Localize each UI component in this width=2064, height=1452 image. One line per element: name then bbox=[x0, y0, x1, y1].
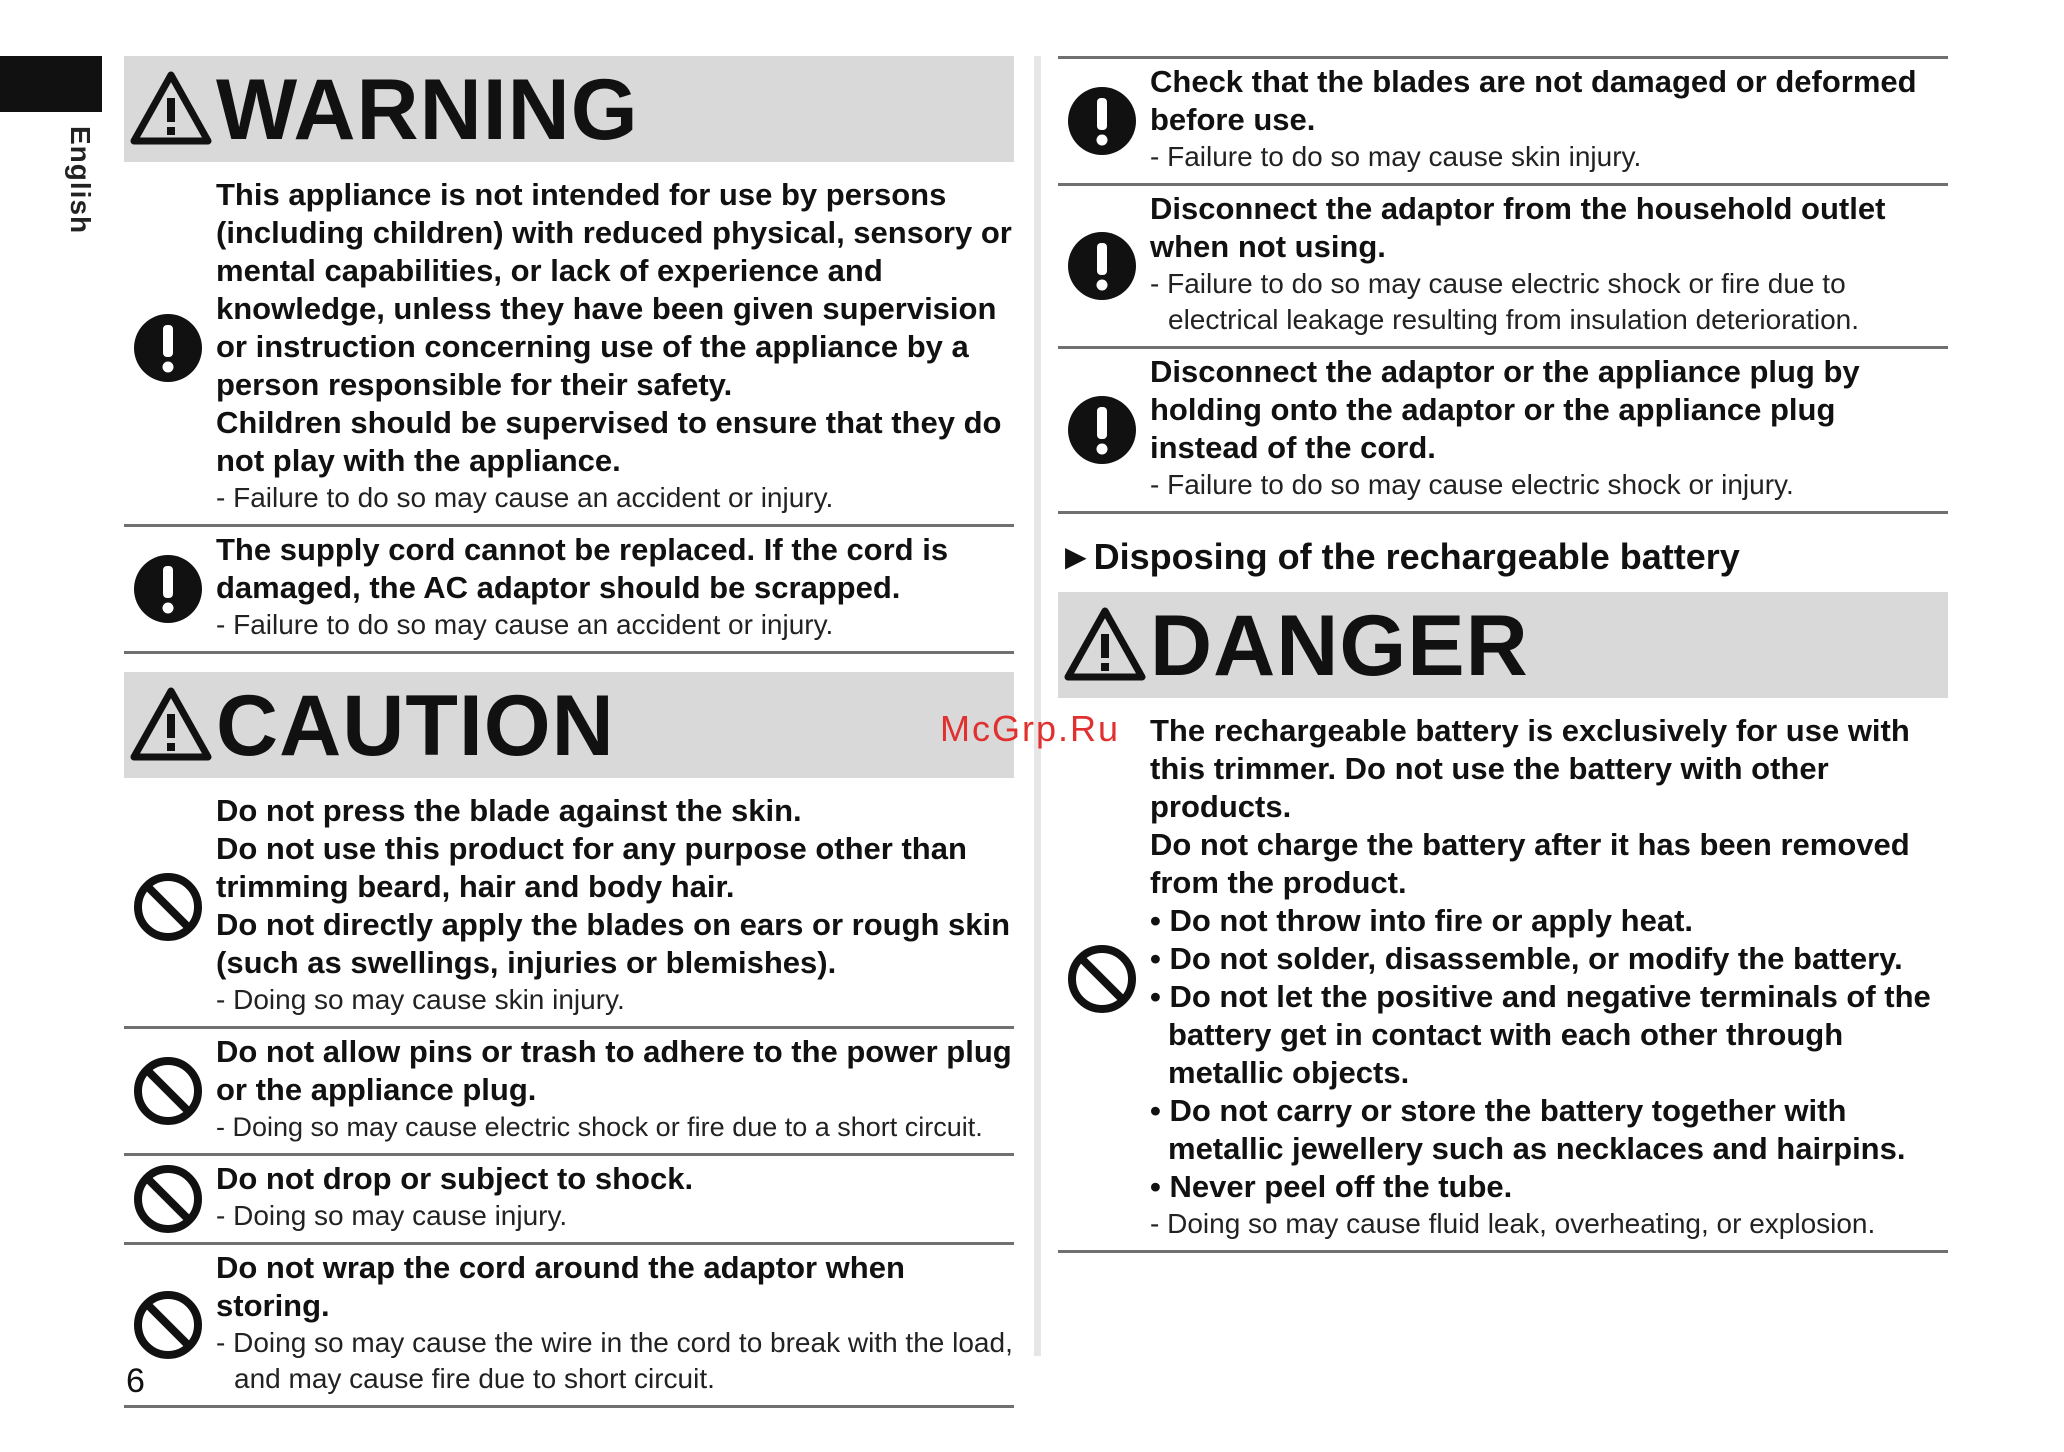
caution-item-3 bbox=[124, 1156, 1014, 1245]
left-column bbox=[124, 56, 1014, 1408]
warning-item-1-text-2: Children should be supervised to ensure that they do not play with the appliance. bbox=[216, 405, 1002, 478]
page-number: 6 bbox=[126, 1362, 145, 1400]
right-column bbox=[1058, 56, 1948, 1253]
caution-item-1 bbox=[124, 788, 1014, 1029]
right-item-2-note: - Failure to do so may cause electric shock or fire due to electrical leakage resulting from insulation deterioration. bbox=[1150, 268, 1860, 335]
right-item-2 bbox=[1058, 186, 1948, 349]
mandatory-icon bbox=[132, 553, 204, 625]
warning-item-2 bbox=[124, 527, 1014, 654]
warning-banner bbox=[124, 56, 1014, 162]
caution-item-3-text: Do not drop or subject to shock. bbox=[216, 1161, 694, 1196]
danger-bullet-5: • Never peel off the tube. bbox=[1150, 1169, 1513, 1204]
caution-item-1-note: - Doing so may cause skin injury. bbox=[216, 984, 625, 1015]
caution-item-4-text: Do not wrap the cord around the adaptor when storing. bbox=[216, 1250, 905, 1323]
warning-triangle-icon bbox=[130, 70, 212, 146]
danger-title: DANGER bbox=[1150, 598, 1529, 694]
caution-item-2-note: - Doing so may cause electric shock or fire due to a short circuit. bbox=[216, 1112, 983, 1142]
caution-triangle-icon bbox=[130, 686, 212, 762]
warning-title: WARNING bbox=[216, 62, 639, 158]
prohibited-icon bbox=[132, 1163, 204, 1235]
mandatory-icon bbox=[1066, 394, 1138, 466]
danger-bullet-4: • Do not carry or store the battery together with metallic jewellery such as necklaces and hairpins. bbox=[1150, 1093, 1906, 1166]
warning-item-1 bbox=[124, 172, 1014, 527]
prohibited-icon bbox=[132, 1055, 204, 1127]
right-item-1 bbox=[1058, 56, 1948, 186]
battery-section-heading: ►Disposing of the rechargeable battery bbox=[1058, 536, 1740, 577]
danger-bullet-2: • Do not solder, disassemble, or modify the battery. bbox=[1150, 941, 1903, 976]
warning-item-1-note: - Failure to do so may cause an accident or injury. bbox=[216, 482, 834, 513]
prohibited-icon bbox=[1066, 943, 1138, 1015]
prohibited-icon bbox=[132, 871, 204, 943]
caution-item-3-note: - Doing so may cause injury. bbox=[216, 1200, 568, 1231]
mandatory-icon bbox=[1066, 230, 1138, 302]
caution-item-4-note: - Doing so may cause the wire in the cord to break with the load, and may cause fire due to short circuit. bbox=[216, 1327, 1013, 1394]
right-item-2-text: Disconnect the adaptor from the household outlet when not using. bbox=[1150, 191, 1886, 264]
caution-item-2 bbox=[124, 1029, 1014, 1156]
caution-item-1-text-3: Do not directly apply the blades on ears or rough skin (such as swellings, injuries or blemishes). bbox=[216, 907, 1011, 980]
danger-banner bbox=[1058, 592, 1948, 698]
right-item-1-note: - Failure to do so may cause skin injury. bbox=[1150, 141, 1642, 172]
danger-text-1: The rechargeable battery is exclusively for use with this trimmer. Do not use the battery with other products. bbox=[1150, 713, 1910, 824]
language-label: English bbox=[65, 126, 96, 235]
prohibited-icon bbox=[132, 1289, 204, 1361]
caution-item-1-text-2: Do not use this product for any purpose other than trimming beard, hair and body hair. bbox=[216, 831, 967, 904]
mandatory-icon bbox=[132, 312, 204, 384]
danger-text-2: Do not charge the battery after it has been removed from the product. bbox=[1150, 827, 1910, 900]
caution-banner bbox=[124, 672, 1014, 778]
danger-item bbox=[1058, 708, 1948, 1253]
danger-triangle-icon bbox=[1064, 606, 1146, 682]
caution-item-2-text: Do not allow pins or trash to adhere to the power plug or the appliance plug. bbox=[216, 1034, 1012, 1107]
watermark: McGrp.Ru bbox=[940, 708, 1121, 749]
right-item-3 bbox=[1058, 349, 1948, 514]
caution-title: CAUTION bbox=[216, 678, 615, 774]
column-divider bbox=[1034, 56, 1041, 1356]
danger-bullet-1: • Do not throw into fire or apply heat. bbox=[1150, 903, 1694, 938]
right-item-3-note: - Failure to do so may cause electric shock or injury. bbox=[1150, 469, 1794, 500]
right-item-3-text: Disconnect the adaptor or the appliance plug by holding onto the adaptor or the appliance plug instead of the cord. bbox=[1150, 354, 1860, 465]
warning-item-1-text-1: This appliance is not intended for use by persons (including children) with reduced physical, sensory or mental capabilities, or lack of experience and knowledge, unless they have been given supervision or instruction concerning use of the appliance by a person responsible for their safety. bbox=[216, 177, 1012, 402]
mandatory-icon bbox=[1066, 85, 1138, 157]
warning-item-2-text: The supply cord cannot be replaced. If the cord is damaged, the AC adaptor should be scrapped. bbox=[216, 532, 949, 605]
section-tab bbox=[0, 56, 102, 112]
right-item-1-text: Check that the blades are not damaged or deformed before use. bbox=[1150, 64, 1917, 137]
caution-item-4 bbox=[124, 1245, 1014, 1408]
danger-note: - Doing so may cause fluid leak, overheating, or explosion. bbox=[1150, 1208, 1876, 1239]
danger-bullet-3: • Do not let the positive and negative terminals of the battery get in contact with each other through metallic objects. bbox=[1150, 979, 1931, 1090]
warning-item-2-note: - Failure to do so may cause an accident or injury. bbox=[216, 609, 834, 640]
caution-item-1-text-1: Do not press the blade against the skin. bbox=[216, 793, 802, 828]
